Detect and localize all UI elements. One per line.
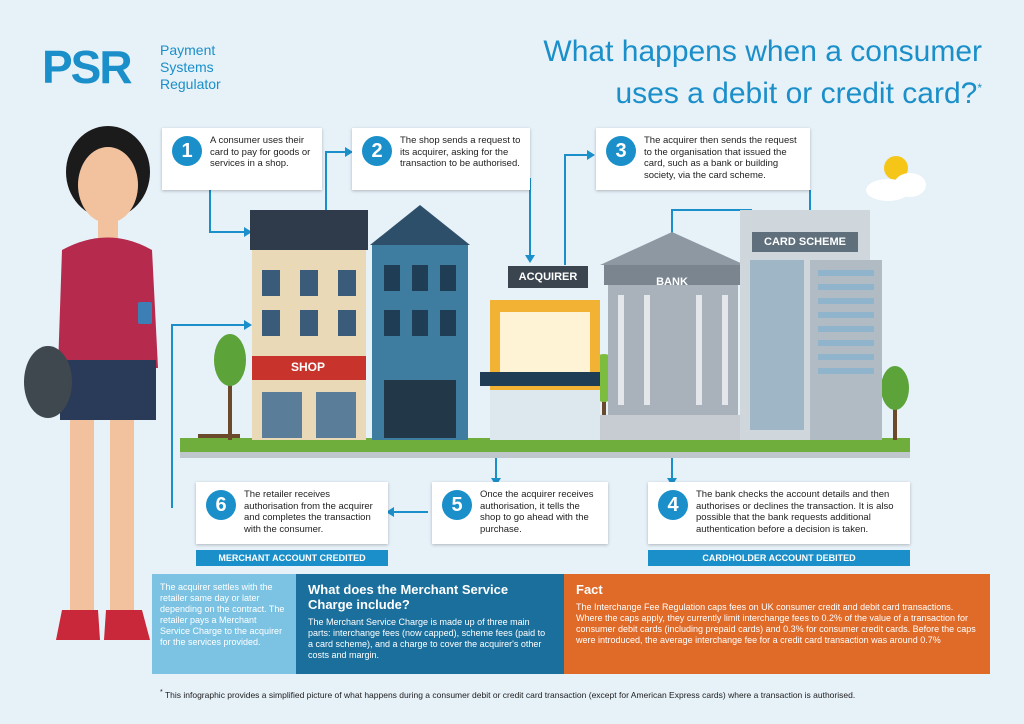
step-text: Once the acquirer receives authorisation, it tells the shop to go ahead with the purchase. <box>480 489 594 535</box>
tree-icon <box>881 366 909 440</box>
bank-building <box>600 232 746 440</box>
step-text: A consumer uses their card to pay for goods or services in a shop. <box>210 135 311 169</box>
step-2-box <box>352 128 530 190</box>
title-footnote-mark: * <box>977 81 982 95</box>
flow-arrow-shop-to-2 <box>326 152 345 210</box>
step-text: The retailer receives authorisation from the acquirer and completes the transaction with the consumer. <box>244 489 373 535</box>
step-text: The bank checks the account details and then authorises or declines the transaction. It is also possible that the bank requests additional authentication before a decision is taken. <box>696 489 894 535</box>
acquirer-sign: ACQUIRER <box>508 266 588 288</box>
title-line-2: uses a debit or credit card? <box>615 77 978 110</box>
step-1-box <box>162 128 322 190</box>
merchant-account-credited-banner: MERCHANT ACCOUNT CREDITED <box>196 550 388 566</box>
footnote-mark: * <box>160 689 163 696</box>
step-number: 1 <box>172 136 202 166</box>
footnote <box>160 689 1020 700</box>
fact-panel <box>564 574 990 674</box>
step-3-box <box>596 128 810 190</box>
shop-sign: SHOP <box>290 360 325 374</box>
logo-line: Regulator <box>160 76 221 92</box>
step-4-box <box>648 482 910 544</box>
step-number: 3 <box>606 136 636 166</box>
consumer-woman-illustration <box>24 126 158 640</box>
settlement-text: The acquirer settles with the retailer same day or later depending on the contract. The retailer pays a Merchant Service Charge to the acquirer for the services provided. <box>160 582 285 647</box>
title-line-1: What happens when a consumer <box>543 35 982 68</box>
flow-arrow-1-to-shop <box>210 190 244 232</box>
step-number: 2 <box>362 136 392 166</box>
step-text: The shop sends a request to its acquirer, asking for the transaction to be authorised. <box>400 135 521 169</box>
step-5-box <box>432 482 608 544</box>
msc-title: What does the Merchant Service Charge include? <box>308 582 509 612</box>
step-6-box <box>196 482 388 544</box>
acquirer-building <box>480 300 600 440</box>
footnote-text: This infographic provides a simplified picture of what happens during a consumer debit or credit card transaction (except for American Express cards) where a transaction is authorised. <box>162 689 856 700</box>
flow-arrow-acquirer-to-3 <box>565 155 587 265</box>
fact-text: The Interchange Fee Regulation caps fees on UK consumer credit and debit card transactions. Where the caps apply, they currently limit interchange fees to 0.2% of the value of a transaction for consumer debit cards (including prepaid cards) and 0.3% for consumer credit cards. Before the caps were introduced, the average interchange fee for a credit card transaction was around 0.7% <box>576 602 976 645</box>
step-number: 4 <box>658 490 688 520</box>
logo-line: Systems <box>160 59 214 75</box>
settlement-panel <box>152 574 296 674</box>
cardholder-account-debited-banner: CARDHOLDER ACCOUNT DEBITED <box>648 550 910 566</box>
card-scheme-sign: CARD SCHEME <box>752 232 858 252</box>
step-number: 6 <box>206 490 236 520</box>
psr-logo-mark: PSR <box>42 41 131 93</box>
tree-icon <box>214 334 246 440</box>
card-icon <box>138 302 152 324</box>
townhouse-building <box>370 205 470 440</box>
merchant-service-charge-panel <box>296 574 564 674</box>
msc-text: The Merchant Service Charge is made up of three main parts: interchange fees (now capped), scheme fees (paid to a card scheme), and a charge to cover the acquirer's other costs and margin. <box>308 617 546 660</box>
shop-building <box>250 210 368 440</box>
grass-strip <box>180 438 910 454</box>
shoulder-bag-icon <box>24 346 72 418</box>
bench-icon <box>198 434 240 438</box>
bank-sign: BANK <box>656 276 688 288</box>
logo-line: Payment <box>160 42 216 58</box>
step-text: The acquirer then sends the request to the organisation that issued the card, such as a bank or building society, via the card scheme. <box>644 135 797 181</box>
fact-title: Fact <box>576 582 603 597</box>
step-number: 5 <box>442 490 472 520</box>
